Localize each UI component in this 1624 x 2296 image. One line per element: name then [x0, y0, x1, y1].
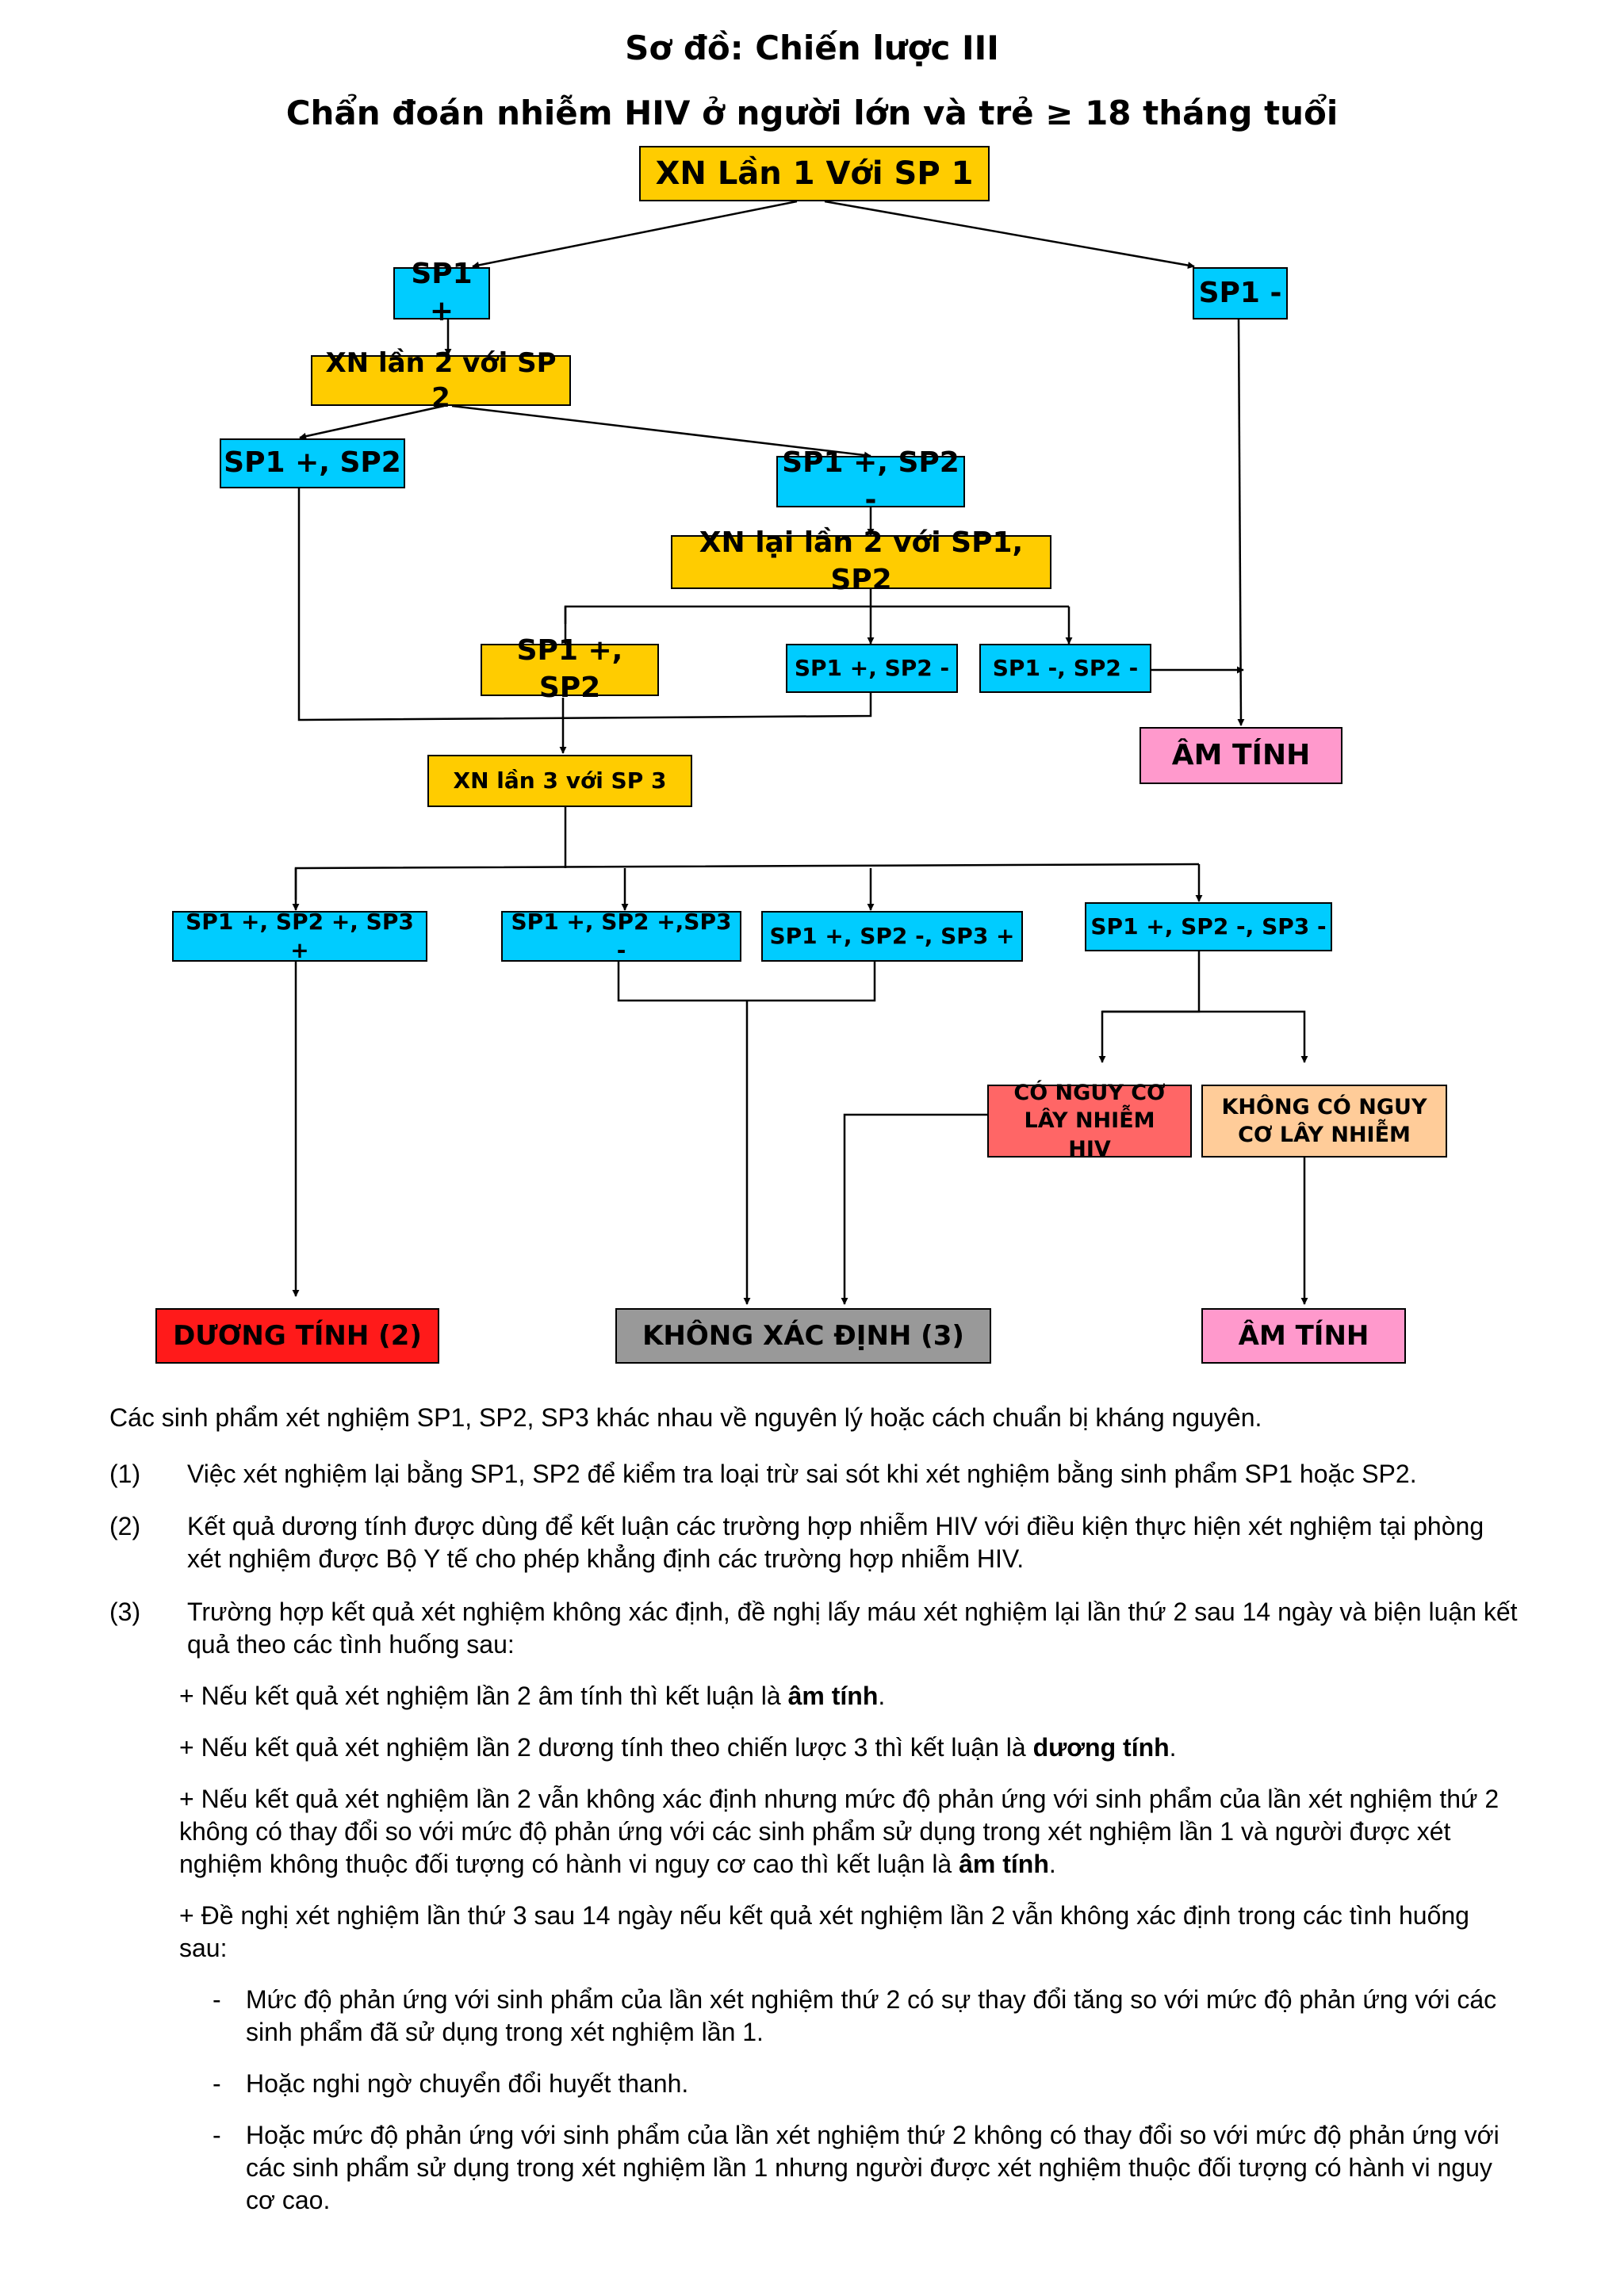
note-1-number: (1)	[109, 1460, 141, 1488]
bullet-4: + Đề nghị xét nghiệm lần thứ 3 sau 14 ngày nếu kết quả xét nghiệm lần 2 vẫn không xác định trong các tình huống sau:	[179, 1901, 1469, 1962]
line-pnn-fanout	[1102, 951, 1199, 1062]
page-title: Sơ đồ: Chiến lược III	[625, 29, 999, 67]
result-ppp-box: SP1 +, SP2 +, SP3 +	[172, 911, 427, 962]
result-pnp-box: SP1 +, SP2 -, SP3 +	[761, 911, 1023, 962]
test2-box: XN lần 2 với SP 2	[311, 355, 571, 406]
sub-item-1: - Mức độ phản ứng với sinh phẩm của lần xét nghiệm thứ 2 có sự thay đổi tăng so với mức độ phản ứng với các sinh phẩm đã sử dụng trong xét nghiệm lần 1.	[213, 1985, 1497, 2046]
indeterminate-box: KHÔNG XÁC ĐỊNH (3)	[615, 1308, 991, 1364]
note-2-text: Kết quả dương tính được dùng để kết luận các trường hợp nhiễm HIV với điều kiện thực hiện xét nghiệm tại phòng xét nghiệm được Bộ Y tế cho phép khẳng định các trường hợp nhiễm HIV.	[187, 1512, 1484, 1573]
note-3-number: (3)	[109, 1598, 141, 1626]
page-subtitle: Chẩn đoán nhiễm HIV ở người lớn và trẻ ≥ 18 tháng tuổi	[285, 94, 1339, 132]
line-test3-fanout	[296, 864, 1199, 900]
notes-section	[109, 1402, 1521, 2217]
result-ppn-box: SP1 +, SP2 +,SP3 -	[501, 911, 741, 962]
retest-pp-box: SP1 +, SP2	[481, 644, 659, 696]
note-3-text: Trường hợp kết quả xét nghiệm không xác định, đề nghị lấy máu xét nghiệm lại lần thứ 2 sau 14 ngày và biện luận kết quả theo các tình huống sau:	[187, 1598, 1518, 1659]
retest-pn-box: SP1 +, SP2 -	[786, 644, 958, 693]
negative-top-box: ÂM TÍNH	[1139, 727, 1342, 784]
line-merge-indeterminate	[619, 962, 875, 1001]
sp1-negative-box: SP1 -	[1193, 267, 1288, 320]
arrow-sp1-neg-to-negative	[1239, 320, 1241, 725]
note-3	[109, 1596, 1521, 1661]
risk-no-box: KHÔNG CÓ NGUY CƠ LÂY NHIỄM	[1201, 1085, 1447, 1158]
bullet-2: + Nếu kết quả xét nghiệm lần 2 dương tính theo chiến lược 3 thì kết luận là dương tính.	[179, 1733, 1177, 1762]
sub-item-3: - Hoặc mức độ phản ứng với sinh phẩm của lần xét nghiệm thứ 2 không có thay đổi so với mức độ phản ứng với các sinh phẩm sử dụng trong xét nghiệm lần 1 nhưng người được xét nghiệm thuộc đối tượng có hành vi nguy cơ cao.	[213, 2121, 1500, 2214]
arrow-test1-to-sp1-pos	[473, 201, 797, 266]
line-risk-to-indeterminate	[845, 1115, 987, 1304]
note-2-number: (2)	[109, 1512, 141, 1540]
note-1	[109, 1458, 1521, 1490]
sub-item-2: - Hoặc nghi ngờ chuyển đổi huyết thanh.	[213, 2069, 689, 2098]
retest-nn-box: SP1 -, SP2 -	[979, 644, 1151, 693]
positive-box: DƯƠNG TÍNH (2)	[155, 1308, 439, 1364]
note-2	[109, 1510, 1521, 1575]
bullet-1: + Nếu kết quả xét nghiệm lần 2 âm tính thì kết luận là âm tính.	[179, 1682, 886, 1710]
retest2-box: XN lại lần 2 với SP1, SP2	[671, 535, 1051, 589]
sp1p-sp2n-box: SP1 +, SP2 -	[776, 456, 965, 507]
test1-box: XN Lần 1 Với SP 1	[639, 146, 990, 201]
arrow-test1-to-sp1-neg	[825, 201, 1194, 266]
negative-bottom-box: ÂM TÍNH	[1201, 1308, 1406, 1364]
result-pnn-box: SP1 +, SP2 -, SP3 -	[1085, 902, 1332, 951]
bullet-3: + Nếu kết quả xét nghiệm lần 2 vẫn không xác định nhưng mức độ phản ứng với sinh phẩm của lần xét nghiệm thứ 2 không có thay đổi so với mức độ phản ứng với các sinh phẩm sử dụng trong xét nghiệm lần 1 và người được xét nghiệm không thuộc đối tượng có hành vi nguy cơ cao thì kết luận là âm tính.	[179, 1785, 1500, 1878]
line-retest2-fanout	[565, 607, 1069, 624]
sp1-positive-box: SP1 +	[393, 267, 490, 320]
test3-box: XN lần 3 với SP 3	[427, 755, 692, 807]
notes-intro: Các sinh phẩm xét nghiệm SP1, SP2, SP3 khác nhau về nguyên lý hoặc cách chuẩn bị kháng nguyên.	[109, 1403, 1262, 1432]
risk-yes-box: CÓ NGUY CƠ LÂY NHIỄM HIV	[987, 1085, 1192, 1158]
note-1-text: Việc xét nghiệm lại bằng SP1, SP2 để kiểm tra loại trừ sai sót khi xét nghiệm bằng sinh phẩm SP1 hoặc SP2.	[187, 1460, 1417, 1488]
sp1p-sp2p-box: SP1 +, SP2	[220, 438, 405, 488]
